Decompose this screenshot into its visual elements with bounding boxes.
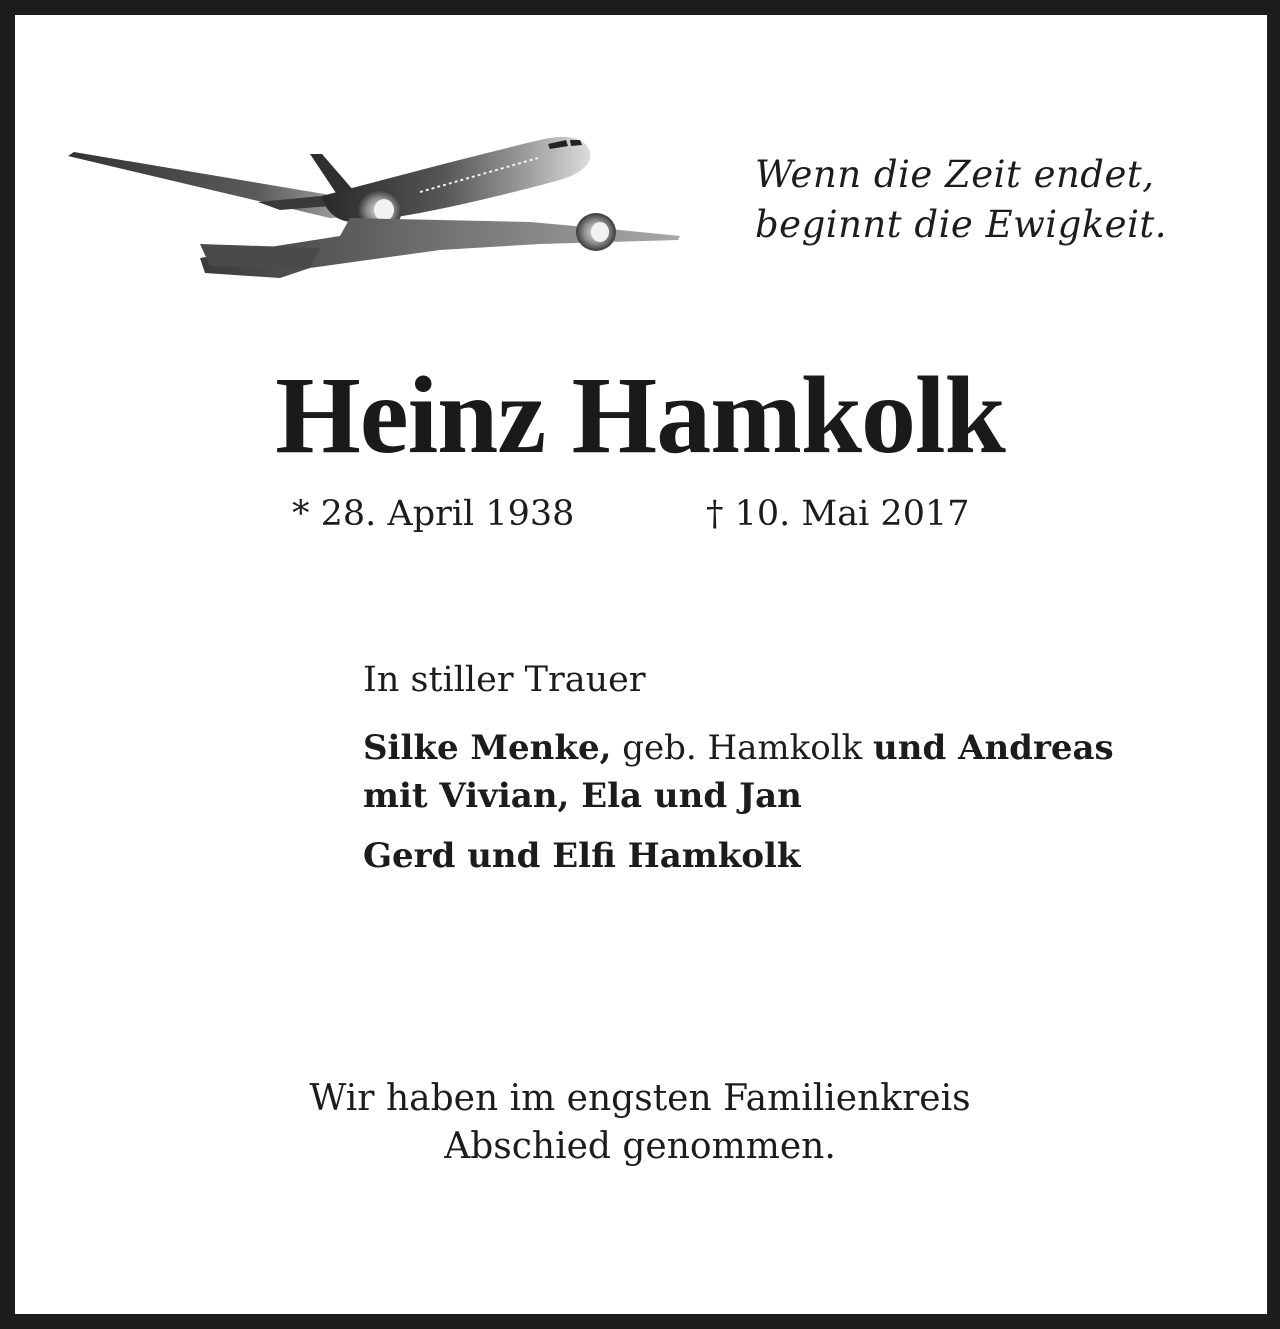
birth-date: * 28. April 1938: [292, 494, 575, 534]
family-entry-2: [363, 832, 1114, 880]
mourners-block: [363, 656, 1114, 880]
airplane-icon: [60, 118, 690, 288]
family-1-children: mit Vivian, Ela und Jan: [363, 776, 802, 816]
mourning-intro: In stiller Trauer: [363, 660, 646, 700]
memorial-quote: [755, 150, 1167, 250]
family-2-name: Gerd und Elfi Hamkolk: [363, 836, 801, 876]
family-1-partner: und Andreas: [873, 728, 1114, 768]
death-date: † 10. Mai 2017: [706, 494, 970, 534]
closing-line-1: Wir haben im engsten Familienkreis: [309, 1078, 971, 1119]
family-entry-1: [363, 724, 1114, 820]
family-1-name: Silke Menke,: [363, 728, 612, 768]
quote-line-1: Wenn die Zeit endet,: [755, 153, 1155, 196]
closing-note: [0, 1075, 1280, 1171]
closing-line-2: Abschied genommen.: [444, 1126, 836, 1167]
quote-line-2: beginnt die Ewigkeit.: [755, 203, 1168, 246]
family-1-maiden-name: geb. Hamkolk: [611, 728, 874, 768]
deceased-name: Heinz Hamkolk: [275, 354, 1005, 476]
